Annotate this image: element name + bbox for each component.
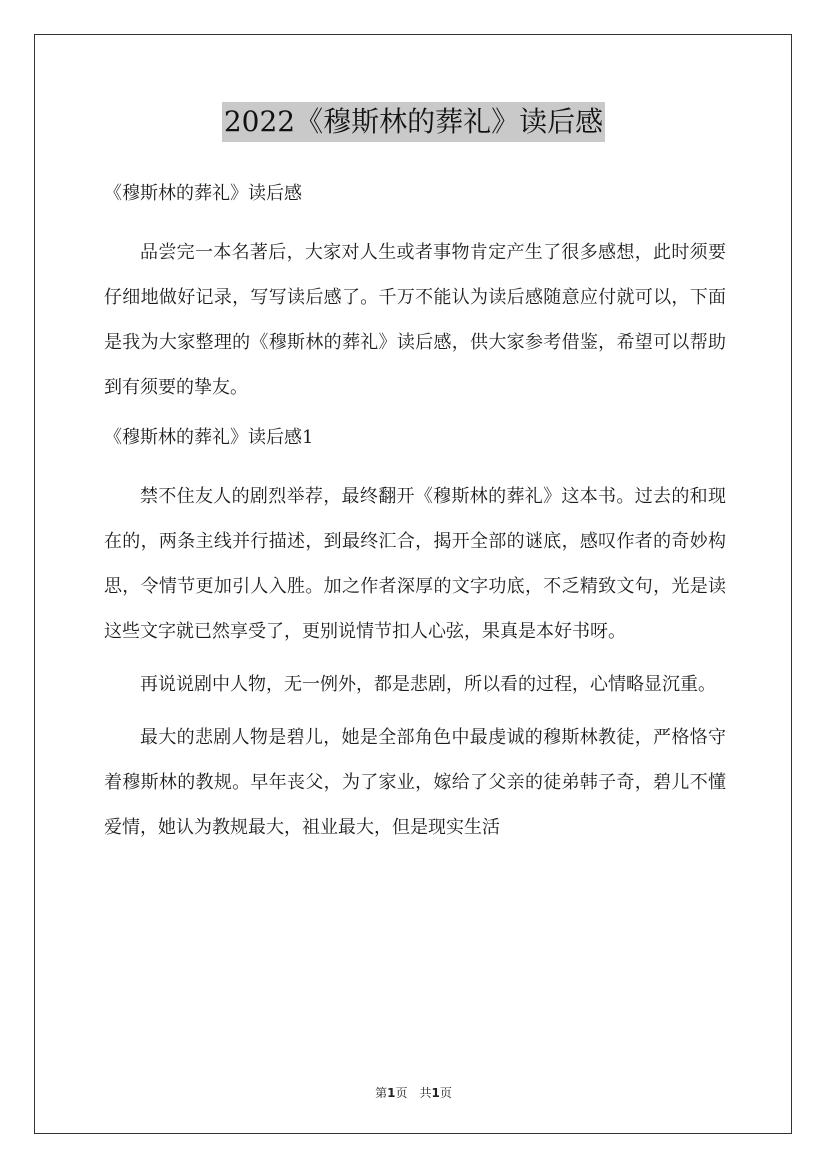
- document-title: 2022《穆斯林的葬礼》读后感: [222, 102, 605, 142]
- intro-paragraph: 品尝完一本名著后，大家对人生或者事物肯定产生了很多感想，此时须要仔细地做好记录，写写读后感了。千万不能认为读后感随意应付就可以，下面是我为大家整理的《穆斯林的葬礼》读后感，供大家参考借鉴，希望可以帮助到有须要的挚友。: [104, 242, 726, 398]
- footer-page-current: 1: [387, 1086, 396, 1100]
- title-container: [0, 102, 827, 142]
- footer-suffix: 页: [439, 1086, 452, 1100]
- intro-heading: 《穆斯林的葬礼》读后感: [104, 183, 302, 204]
- body-paragraph: 禁不住友人的剧烈举荐，最终翻开《穆斯林的葬礼》这本书。过去的和现在的，两条主线并行描述，到最终汇合，揭开全部的谜底，感叹作者的奇妙构思，令情节更加引人入胜。加之作者深厚的文字功底，不乏精致文句，光是读这些文字就已然享受了，更别说情节扣人心弦，果真是本好书呀。: [104, 486, 726, 642]
- document-body: [104, 174, 726, 858]
- body-paragraph: 最大的悲剧人物是碧儿，她是全部角色中最虔诚的穆斯林教徒，严格恪守着穆斯林的教规。早年丧父，为了家业，嫁给了父亲的徒弟韩子奇，碧儿不懂爱情，她认为教规最大，祖业最大，但是现实生活: [104, 727, 726, 838]
- footer-mid: 页 共: [395, 1086, 432, 1100]
- footer-prefix: 第: [375, 1086, 388, 1100]
- body-paragraph: 再说说剧中人物，无一例外，都是悲剧，所以看的过程，心情略显沉重。: [140, 674, 716, 695]
- page-footer: [0, 1084, 827, 1101]
- section-heading: 《穆斯林的葬礼》读后感1: [104, 427, 314, 448]
- footer-page-total: 1: [431, 1086, 440, 1100]
